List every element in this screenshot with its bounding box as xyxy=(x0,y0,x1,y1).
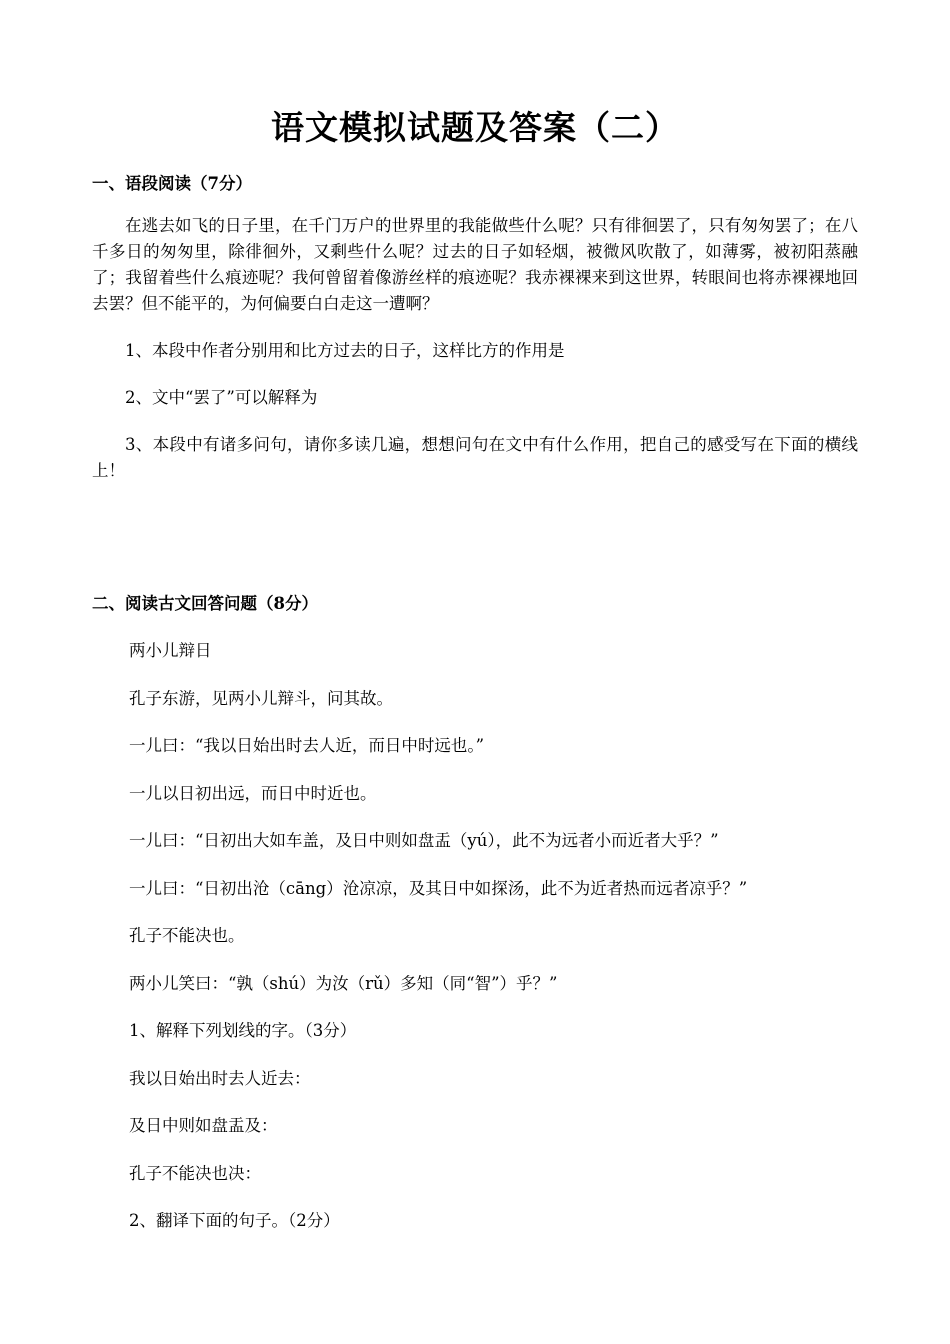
classical-line: 一儿曰：“我以日始出时去人近，而日中时远也。” xyxy=(129,736,485,755)
section-classical xyxy=(92,592,858,1233)
classical-line: 孔子东游，见两小儿辩斗，问其故。 xyxy=(129,688,393,708)
classical-subitem: 我以日始出时去人近去： xyxy=(129,1068,311,1088)
classical-subitem: 孔子不能决也决： xyxy=(129,1163,261,1183)
section-heading-reading: 一、语段阅读（7分） xyxy=(92,174,252,193)
classical-line: 两小儿笑曰：“孰（shú）为汝（rǔ）多知（同“智”）乎？” xyxy=(129,973,558,993)
classical-question-1: 1、解释下列划线的字。（3分） xyxy=(129,1021,357,1040)
classical-title: 两小儿辩日 xyxy=(129,641,212,660)
classical-line: 一儿以日初出远，而日中时近也。 xyxy=(129,783,377,803)
classical-line: 一儿曰：“日初出大如车盖，及日中则如盘盂（yú），此不为远者小而近者大乎？” xyxy=(129,831,719,850)
section-heading-classical: 二、阅读古文回答问题（8分） xyxy=(92,594,318,613)
answer-space xyxy=(92,484,858,592)
page-title: 语文模拟试题及答案（二） xyxy=(271,108,679,147)
classical-line: 一儿曰：“日初出沧（cāng）沧凉凉，及其日中如探汤，此不为近者热而远者凉乎？” xyxy=(129,878,748,898)
question-3: 3、本段中有诸多问句，请你多读几遍，想想问句在文中有什么作用，把自己的感受写在下面的横线上！ xyxy=(92,435,858,480)
classical-line: 孔子不能决也。 xyxy=(129,926,245,945)
classical-question-2: 2、翻译下面的句子。（2分） xyxy=(129,1211,340,1230)
section-reading xyxy=(92,172,858,592)
question-1: 1、本段中作者分别用和比方过去的日子，这样比方的作用是 xyxy=(125,341,565,360)
question-2: 2、文中“罢了”可以解释为 xyxy=(125,388,318,407)
reading-passage: 在逃去如飞的日子里，在千门万户的世界里的我能做些什么呢？只有徘徊罢了，只有匆匆罢了；在八千多日的匆匆里，除徘徊外，又剩些什么呢？过去的日子如轻烟，被微风吹散了，如薄雾，被初阳蒸融了；我留着些什么痕迹呢？我何曾留着像游丝样的痕迹呢？我赤裸裸来到这世界，转眼间也将赤裸裸地回去罢？但不能平的，为何偏要白白走这一遭啊？ xyxy=(92,216,858,313)
classical-subitem: 及日中则如盘盂及： xyxy=(129,1116,278,1135)
